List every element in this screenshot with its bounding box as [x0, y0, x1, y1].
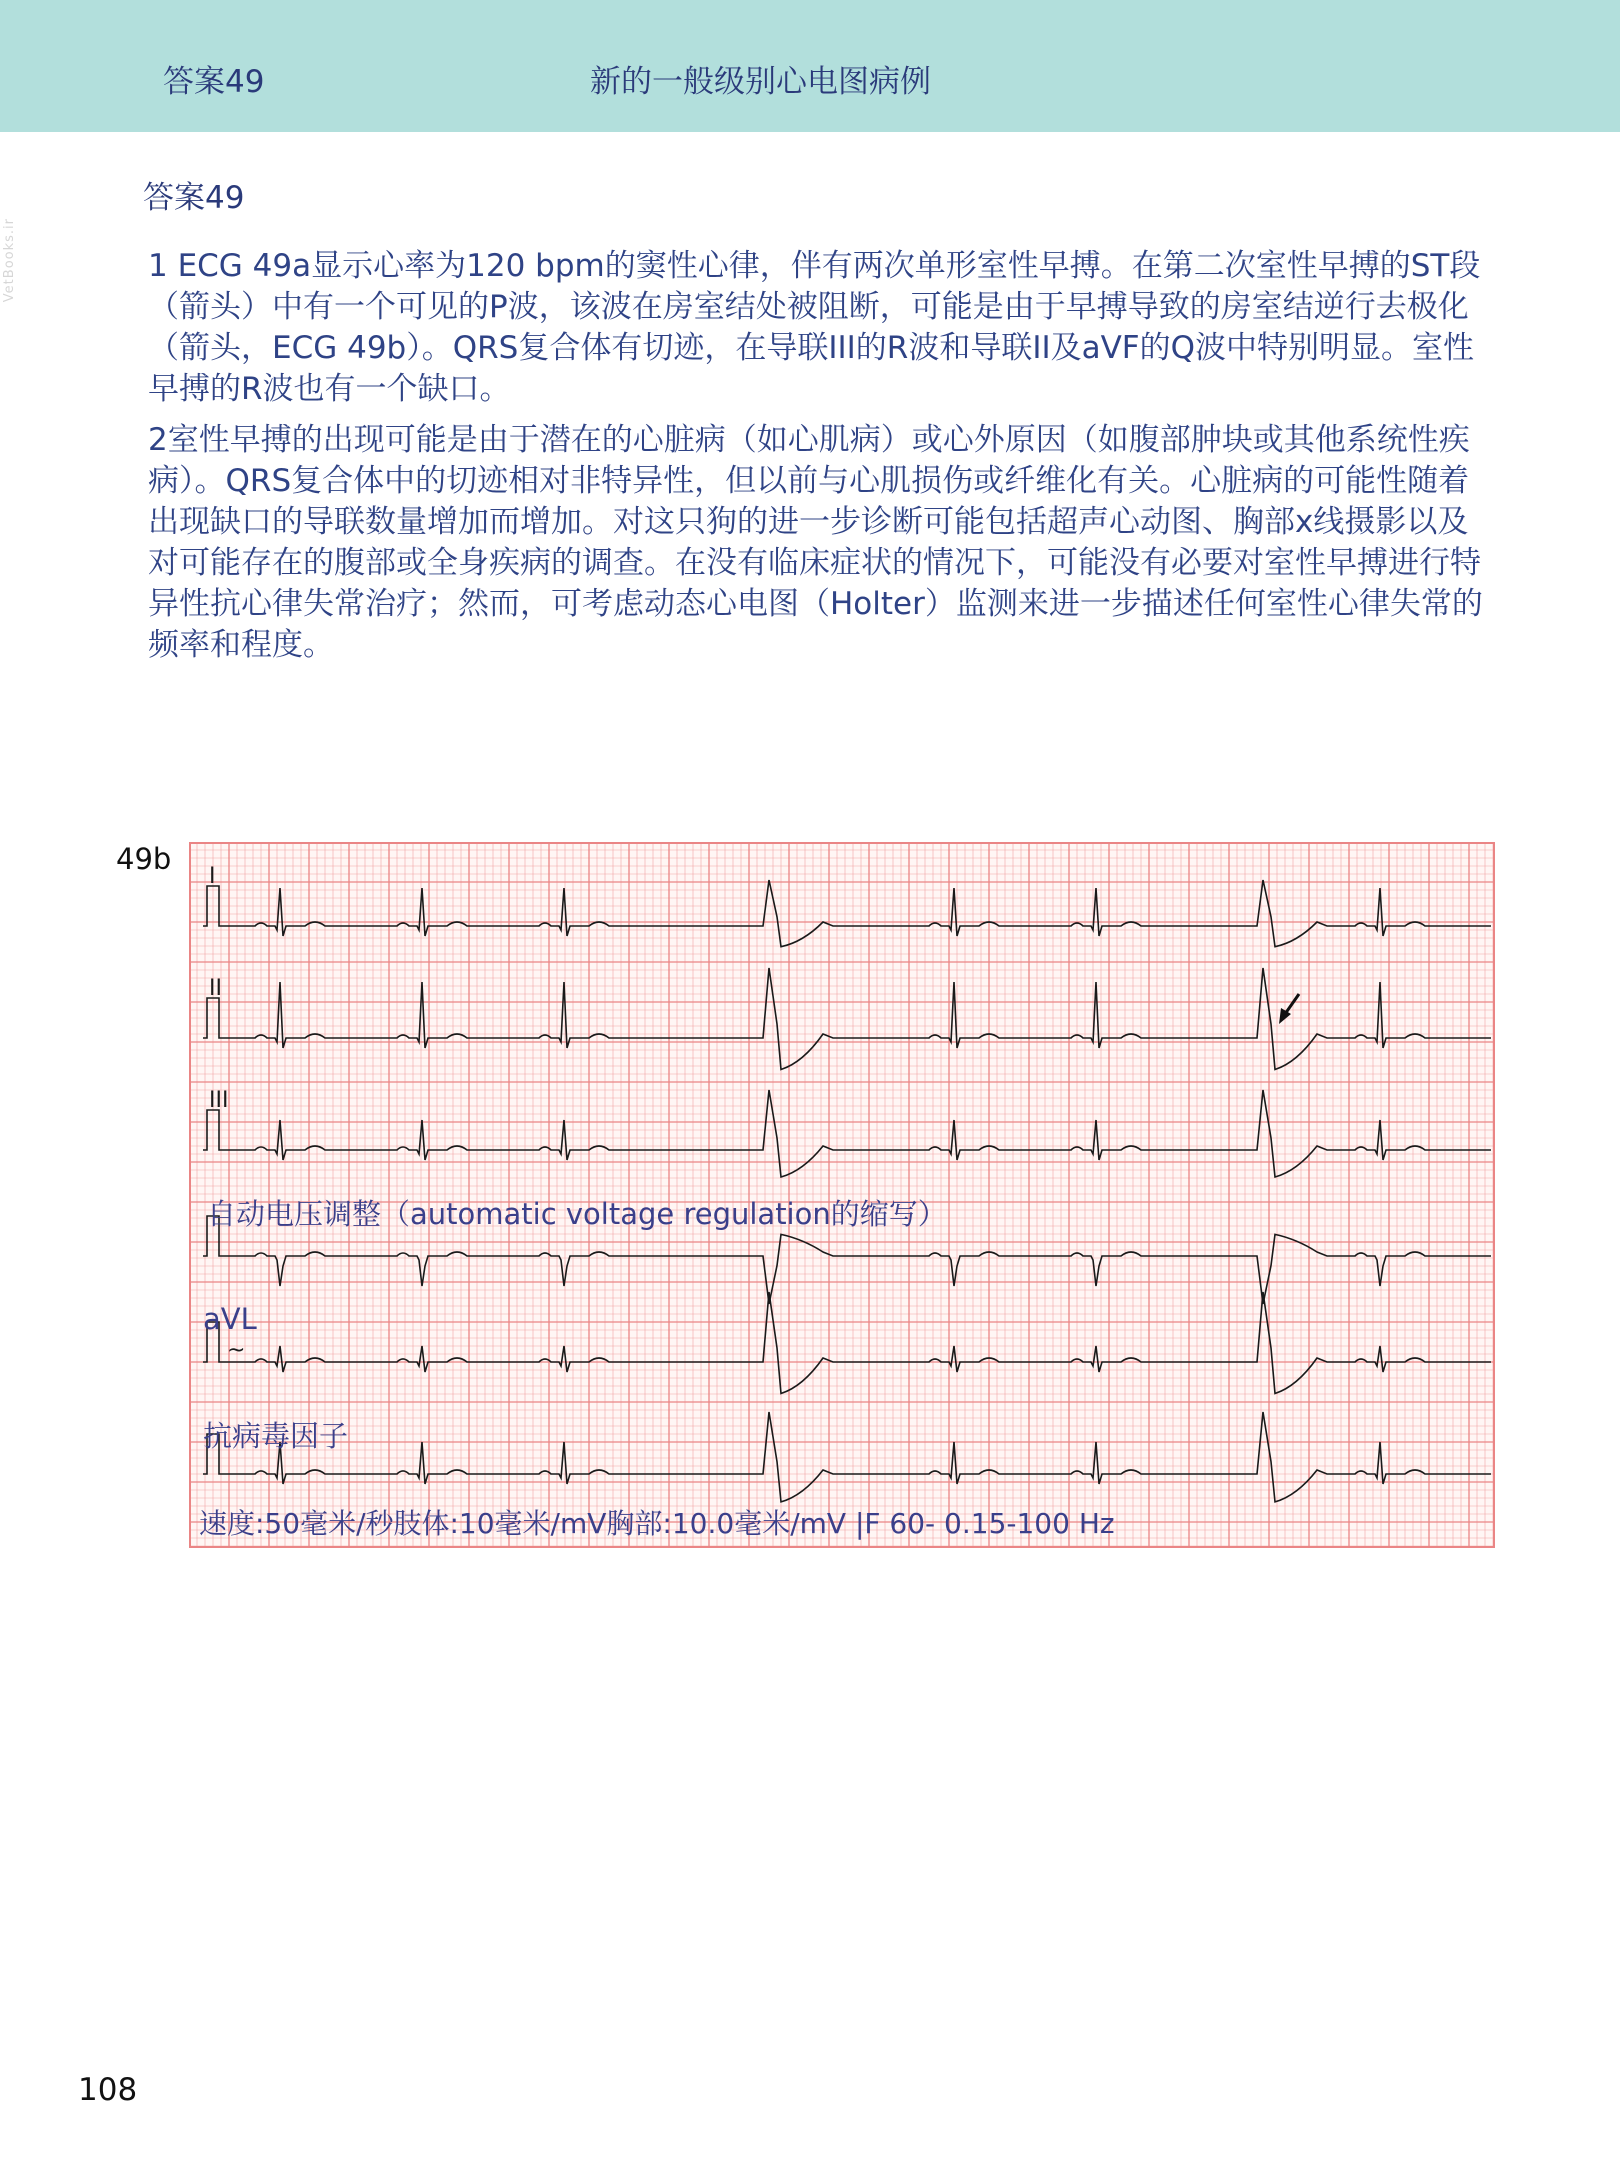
header-book-title: 新的一般级别心电图病例	[590, 64, 931, 100]
paragraph-2: 2室性早搏的出现可能是由于潜在的心脏病（如心肌病）或心外原因（如腹部肿块或其他系统性疾病）。QRS复合体中的切迹相对非特异性，但以前与心肌损伤或纤维化有关。心脏病的可能性随着出现缺口的导联数量增加而增加。对这只狗的进一步诊断可能包括超声心动图、胸部x线摄影以及对可能存在的腹部或全身疾病的调查。在没有临床症状的情况下，可能没有必要对室性早搏进行特异性抗心律失常治疗；然而，可考虑动态心电图（Holter）监测来进一步描述任何室性心律失常的频率和程度。	[148, 422, 1483, 663]
lead-label-avr-caption: 自动电压调整（automatic voltage regulation的缩写）	[207, 1197, 947, 1231]
lead-label-avf-caption: 抗病毒因子	[203, 1419, 349, 1453]
side-watermark: VetBooks.ir	[2, 218, 17, 303]
lead-label-avl: aVL	[203, 1302, 257, 1336]
paragraph-1: 1 ECG 49a显示心率为120 bpm的窦性心律，伴有两次单形室性早搏。在第二次室性早搏的ST段（箭头）中有一个可见的P波，该波在房室结处被阻断，可能是由于早搏导致的房室结逆行去极化（箭头，ECG 49b）。QRS复合体有切迹，在导联III的R波和导联II及aVF的Q波中特别明显。室性早搏的R波也有一个缺口。	[148, 248, 1481, 407]
section-title: 答案49	[143, 180, 245, 216]
ecg-figure	[189, 842, 1495, 1548]
answer-body	[148, 246, 1488, 676]
page-header	[0, 0, 1620, 132]
lead-label-ii: II	[209, 976, 222, 1001]
page-number: 108	[78, 2072, 138, 2108]
avl-tilde: ~	[227, 1338, 246, 1363]
lead-label-i: I	[209, 864, 216, 889]
header-chapter-label: 答案49	[163, 64, 265, 100]
lead-label-iii: III	[209, 1088, 229, 1113]
ecg-settings-footer: 速度:50毫米/秒肢体:10毫米/mV胸部:10.0毫米/mV |F 60- 0.15-100 Hz	[199, 1507, 1115, 1540]
figure-label: 49b	[116, 842, 172, 876]
